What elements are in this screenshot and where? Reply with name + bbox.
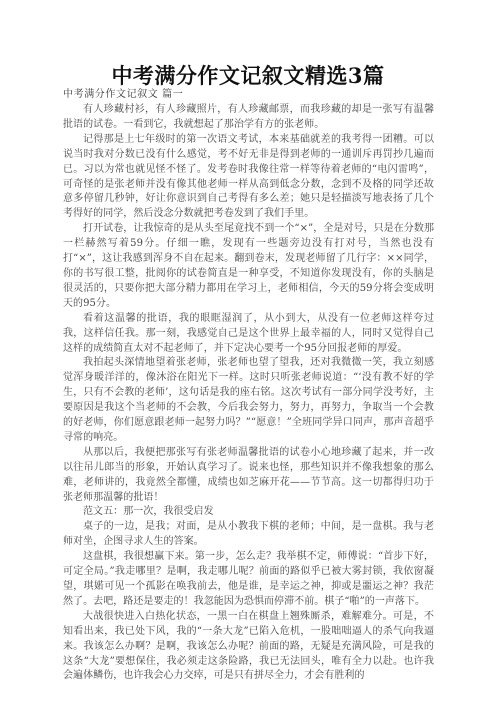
paragraph: 从那以后，我便把那张写有张老师温馨批语的试卷小心地珍藏了起来，并一改以往吊儿郎当的形象，开始认真学习了。说来也怪，那些知识并不像我想象的那么难，老师讲的，我竟然全都懂，成绩也如芝麻开花——节节高。这一切都得归功于张老师那温馨的批语！ [63, 446, 434, 503]
paragraph: 记得那是上七年级时的第一次语文考试，本来基础就差的我考得一团糟。可以说当时我对分数已没有什么感觉，考不好无非是得到老师的一通训斥再罚抄几遍而已。习以为常也就见怪不怪了。发考卷时我像往常一样等待着老师的“电闪雷鸣”，可奇怪的是张老师并没有像其他老师一样从高到低念分数，念到不及格的同学还故意多停留几秒钟，好让你意识到自己考得有多么差；她只是轻描淡写地表扬了几个考得好的同学，然后没念分数就把考卷发到了我们手里。 [63, 133, 434, 220]
paragraph: 有人珍藏村衫，有人珍藏照片，有人珍藏邮票，而我珍藏的却是一张写有温馨批语的试卷。一看到它，我就想起了那治学有方的张老师。 [63, 104, 434, 130]
document-body [63, 103, 434, 684]
section-heading: 范文五：那一次，我很受启发 [83, 506, 214, 518]
document-subtitle: 中考满分作文记叙文 篇一 [63, 89, 184, 100]
paragraph: 我拍起头深情地望着张老师，张老师也望了望我，还对我微微一笑，我立刻感觉浑身暖洋洋的，像沐浴在阳光下一样。这时只听张老师说道：“‘没有教不好的学生，只有不会教的老师’，这句话是我的座右铭。这次考试有一部分同学没考好，主要原因是我这个当老师的不会教，今后我会努力，努力，再努力，争取当一个会教的好老师，你们愿意跟老师一起努力吗？”“愿意！”全班同学异口同声，那声音超乎寻常的响亮。 [63, 357, 434, 443]
paragraph: 桌子的一边，是我；对面，是从小教我下棋的老师；中间，是一盘棋。我与老师对坐，企图寻求人生的答案。 [63, 521, 434, 548]
paragraph: 大战很快进入白热化状态，一黑一白在棋盘上翘殊厮杀，难解难分。可是，不知看出来，我已处下风，我的“一条大龙”已陷入危机，一股咄咄逼人的杀气向我逼来。我该怎么办啊？是啊，我该怎么办呢？前面的路，无疑是充满风险，可是我的这条“大龙”要想保住，我必须走这条险路，我已无法回头，唯有全力以赴。也许我会遍体鳞伤，也许我会心力交瘁，可是只有拼尽全力，才会有胜利的 [63, 610, 434, 682]
paragraph: 这盘棋，我很想赢下来。第一步，怎么走？我举棋不定，师傅说：“首步下好，可定全局。”我走哪里？是啊，我走哪儿呢？前面的路似乎已被大雾封锁，我依窗凝望，琪婼可见一个孤影在唤我前去，他是谁，是幸运之神，抑或是噩运之神？我茫然了。去吧，路还是要走的！我忽能因为恐惧而停滞不前。棋子“啪”的一声落下。 [63, 551, 434, 607]
paragraph: 看着这温馨的批语，我的眼眶湿润了，从小到大，从没有一位老师这样夸过我，这样信任我。那一刻，我感觉自己是这个世界上最幸福的人，同时又觉得自己这样的成绩简直太对不起老师了，并下定决心要考一个95分回报老师的厚爱。 [63, 312, 434, 354]
document-title: 中考满分作文记叙文精选3篇 [111, 63, 385, 88]
paragraph: 打开试卷，让我惊奇的是从头至尾竟找不到一个“×”，全是对号，只是在分数那一栏赫然写着59分。仔细一瞧，发现有一些题旁边没有打对号，当然也没有打“×”，这让我感到浑身不自在起来。翻到卷末，发现老师留了几行字：××同学，你的书写很工整，批阅你的试卷简直是一种享受，不知道你发现没有，你的头脑是很灵活的，只要你把大部分精力都用在学习上，老师相信，今天的59分将会变成明天的95分。 [63, 223, 434, 309]
